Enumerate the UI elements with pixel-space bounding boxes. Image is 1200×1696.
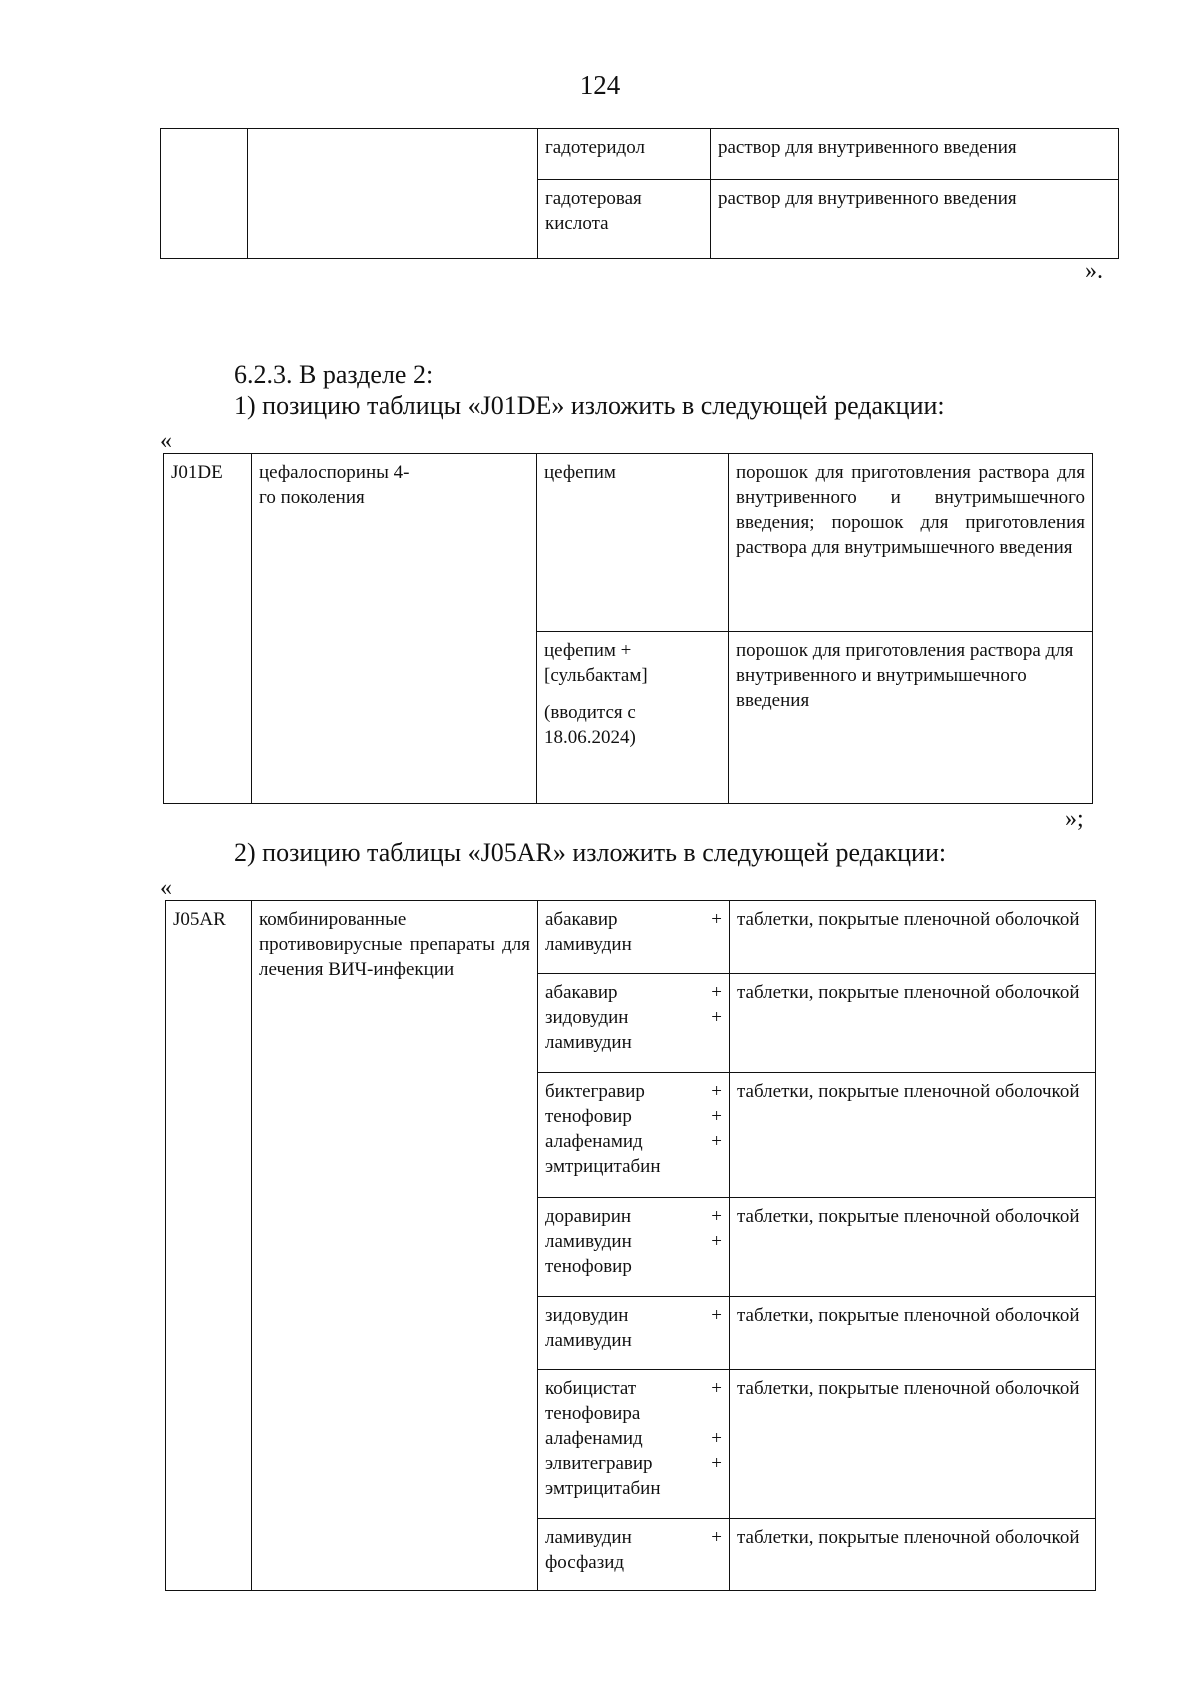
drug-cell bbox=[538, 901, 730, 974]
drug-line: тенофовир + bbox=[545, 1106, 722, 1127]
drug-line: эмтрицитабин bbox=[545, 1156, 661, 1177]
drug-line: зидовудин + bbox=[545, 1305, 722, 1326]
drug-line: абакавир + bbox=[545, 982, 722, 1003]
form-cell: таблетки, покрытые пленочной оболочкой bbox=[730, 1370, 1096, 1519]
form-cell: таблетки, покрытые пленочной оболочкой bbox=[730, 901, 1096, 974]
instruction-item-1: 1) позицию таблицы «J01DE» изложить в следующей редакции: bbox=[234, 391, 945, 420]
section-heading: 6.2.3. В разделе 2: bbox=[234, 360, 434, 389]
form-cell: таблетки, покрытые пленочной оболочкой bbox=[730, 1073, 1096, 1198]
form-cell: таблетки, покрытые пленочной оболочкой bbox=[730, 974, 1096, 1073]
table-row bbox=[166, 901, 1096, 974]
opening-quote-3: « bbox=[160, 875, 172, 901]
table-row bbox=[164, 454, 1093, 632]
empty-group-cell bbox=[248, 129, 538, 259]
drug-cell bbox=[538, 1198, 730, 1297]
drug-line: алафенамид + bbox=[545, 1131, 722, 1152]
atc-code-cell: J05AR bbox=[166, 901, 252, 1591]
drug-cell: гадотеровая кислота bbox=[538, 180, 711, 259]
j05ar-table bbox=[165, 900, 1096, 1591]
opening-quote-2: « bbox=[160, 428, 172, 454]
instruction-item-2: 2) позицию таблицы «J05AR» изложить в следующей редакции: bbox=[234, 838, 947, 867]
contrast-agents-table bbox=[160, 128, 1119, 259]
drug-line: эмтрицитабин bbox=[545, 1478, 661, 1499]
closing-quote-1: ». bbox=[1085, 258, 1103, 284]
table-row bbox=[161, 129, 1119, 180]
group-name: цефалоспорины 4-го поколения bbox=[259, 462, 410, 508]
empty-code-cell bbox=[161, 129, 248, 259]
drug-name: цефепим + [сульбактам] bbox=[544, 640, 648, 686]
drug-line: кобицистат + bbox=[545, 1378, 722, 1399]
drug-line: ламивудин + bbox=[545, 1231, 722, 1252]
atc-code-cell: J01DE bbox=[164, 454, 252, 804]
form-cell: порошок для приготовления раствора для внутривенного и внутримышечного введения; порошок для приготовления раствора для внутримышечного введения bbox=[729, 454, 1093, 632]
form-cell: раствор для внутривенного введения bbox=[711, 129, 1119, 180]
drug-line: ламивудин bbox=[545, 1032, 632, 1053]
drug-line: биктегравир + bbox=[545, 1081, 722, 1102]
drug-line: алафенамид + bbox=[545, 1428, 722, 1449]
drug-cell bbox=[537, 632, 729, 804]
drug-line: фосфазид bbox=[545, 1552, 625, 1573]
page-number: 124 bbox=[579, 70, 621, 100]
drug-line: элвитегравир + bbox=[545, 1453, 722, 1474]
drug-cell bbox=[538, 1297, 730, 1370]
drug-line: абакавир + bbox=[545, 909, 722, 930]
drug-line: тенофовир bbox=[545, 1256, 632, 1277]
form-cell: таблетки, покрытые пленочной оболочкой bbox=[730, 1198, 1096, 1297]
group-cell: комбинированные противовирусные препараты для лечения ВИЧ-инфекции bbox=[252, 901, 538, 1591]
drug-line: ламивудин + bbox=[545, 1527, 722, 1548]
drug-line: ламивудин bbox=[545, 1330, 632, 1351]
group-cell bbox=[252, 454, 537, 804]
drug-line: доравирин + bbox=[545, 1206, 722, 1227]
drug-cell bbox=[538, 1519, 730, 1591]
closing-quote-2: »; bbox=[1065, 806, 1084, 832]
form-cell: таблетки, покрытые пленочной оболочкой bbox=[730, 1519, 1096, 1591]
drug-cell bbox=[538, 1073, 730, 1198]
j01de-table bbox=[163, 453, 1093, 804]
drug-line: зидовудин + bbox=[545, 1007, 722, 1028]
drug-cell: гадотеридол bbox=[538, 129, 711, 180]
drug-line: ламивудин bbox=[545, 934, 632, 955]
form-cell: таблетки, покрытые пленочной оболочкой bbox=[730, 1297, 1096, 1370]
form-cell: раствор для внутривенного введения bbox=[711, 180, 1119, 259]
drug-line: тенофовира bbox=[545, 1403, 641, 1424]
form-cell: порошок для приготовления раствора для внутривенного и внутримышечного введения bbox=[729, 632, 1093, 804]
drug-cell bbox=[538, 1370, 730, 1519]
drug-cell: цефепим bbox=[537, 454, 729, 632]
drug-cell bbox=[538, 974, 730, 1073]
drug-note: (вводится с 18.06.2024) bbox=[544, 702, 636, 748]
